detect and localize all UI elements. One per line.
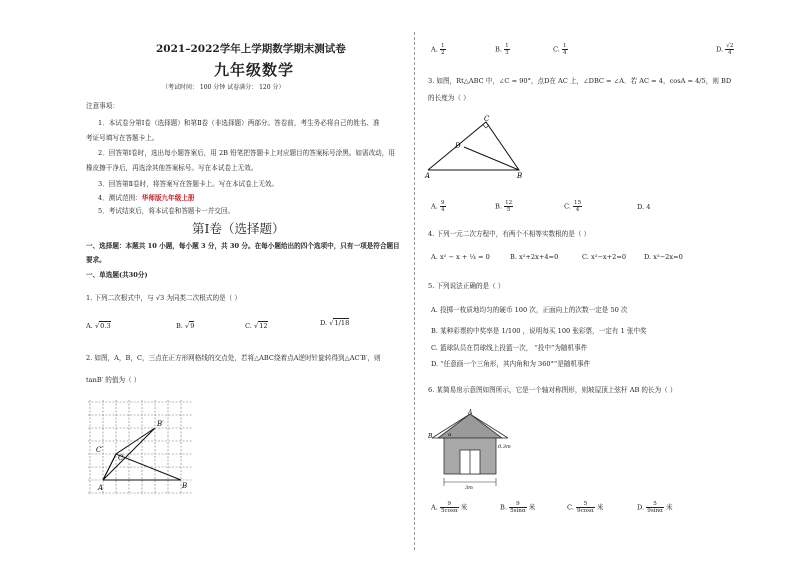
q3-option-a [431,200,446,213]
q3-stem-line2: 的长度为（ ） [428,94,470,102]
q2-option-a [431,43,446,56]
option-letter: B. [495,202,502,211]
section-instruction: 一、选择题：本题共 10 小题，每小题 3 分，共 30 分。在每小题给出的四个选项中，只有一项是符合题目 [86,242,400,250]
numerator: 5 [646,501,664,508]
q5-stem: 5. 下列说法正确的是（ ） [428,282,505,290]
numerator: 12 [505,200,513,206]
note-line-scope [98,192,195,202]
numerator: √2 [726,43,734,49]
option-letter: C. [564,202,571,211]
numerator: 1 [563,43,567,49]
denominator: 4 [440,207,445,213]
denominator: 2 [440,50,445,56]
q3-stem-line1: 3. 如图，Rt△ABC 中，∠C = 90°，点D在 AC 上，∠DBC = ∠A．若 AC = 4，cosA = 4/5，则 BD [428,77,732,85]
option-letter: C. [567,503,574,512]
q6-option-c [567,501,603,514]
numerator: 9 [509,501,527,508]
note-line: 2．回答第Ⅰ卷时，选出每小题答案后，用 2B 铅笔把答题卡上对应题目的答案标号涂黑。如需改动，用 [98,149,395,157]
q4-stem: 4. 下列一元二次方程中，有两个不相等实数根的是（ ） [428,230,591,238]
q3-option-d: D. 4 [637,203,651,211]
denominator: 5cosα [440,508,458,514]
denominator: 4 [728,50,732,56]
label-b: B [428,433,433,440]
numerator: 1 [440,43,445,49]
q3-option-c [564,200,582,213]
q1-stem: 1. 下列二次根式中，与 √3 为同类二次根式的是（ ） [86,294,241,302]
q2-grid-figure [86,398,196,498]
option-letter: A. [86,322,93,330]
option-value: 1/18 [334,319,350,327]
note-line: 1．本试卷分第Ⅰ卷（选择题）和第Ⅱ卷（非选择题）两部分。答卷前，考生务必将自己的姓名、准 [98,119,380,127]
denominator: 4 [563,50,567,56]
option-letter: D. [637,503,645,512]
q3-triangle-figure [424,114,534,180]
q2-option-b [495,43,510,56]
numerator: 15 [574,200,582,206]
label-d: D [455,142,461,150]
option-letter: C. [245,322,252,330]
numerator: 9 [440,501,459,508]
section-instruction: 要求。 [86,256,106,264]
option-letter: C. [553,45,560,54]
q2-option-c [553,43,568,56]
denominator: 9cosα [577,508,594,514]
note-line: 橡皮擦干净后，再选涂其他答案标号。写在本试卷上无效。 [86,164,258,172]
scope-label: 4．测试范围： [98,194,142,202]
q6-option-d [637,501,673,514]
section-subhead: 一、单选题(共30分) [86,271,148,279]
option-letter: A. [431,503,438,512]
denominator: 5 [506,207,511,213]
exam-subtitle: 九年级数学 [214,61,295,79]
notes-heading: 注意事项： [86,102,119,110]
label-b: B [517,172,523,180]
option-letter: B. [500,503,507,512]
option-letter: A. [431,202,438,211]
q1-option-b: B. √9 [176,322,195,330]
denominator: 9sinα [647,508,663,514]
unit: 米 [460,503,468,512]
unit: 米 [528,503,536,512]
q1-option-a: A. √0.3 [86,322,111,330]
label-c: C [118,454,124,462]
q6-house-figure [428,408,524,490]
label-c: C [484,115,490,123]
triangle-lines [428,122,519,170]
unit: 米 [665,503,673,512]
option-letter: A. [431,45,438,54]
label-alpha: α [448,432,452,438]
label-eave: 0.3m [498,444,511,450]
center-fold-line [414,32,415,550]
q3-option-b [495,200,513,213]
denominator: 4 [575,207,580,213]
option-value: 12 [259,322,268,330]
label-b-prime: B′ [157,420,164,428]
q1-option-d: D. √1/18 [320,319,350,327]
option-letter: B. [495,45,502,54]
q4-option-d: D. x²−2x=0 [644,253,683,261]
exam-title: 2021–2022学年上学期数学期末测试卷 [156,43,346,55]
unit: 米 [596,503,604,512]
scope-value: 华师版九年级上册 [141,194,195,202]
q6-option-b [500,501,535,514]
note-line: 5．考试结束后，将本试卷和答题卡一并交回。 [98,207,235,215]
numerator: 9 [440,200,445,206]
label-c-prime: C′ [96,446,103,454]
q5-option-c: C. 篮球队员在罚球线上投篮一次， “投中”为随机事件 [431,344,588,352]
label-a: A [98,484,104,492]
q2-stem-line1: 2. 如图，A，B，C，三点在正方形网格线的交点处，若将△ABC绕着点A逆时针旋转得到△AC′B′，则 [86,354,381,362]
note-line: 考证号填写在答题卡上。 [86,134,159,142]
q6-option-a [431,501,467,514]
numerator: 1 [505,43,509,49]
q2-option-d [716,43,734,56]
numerator: 5 [576,501,595,508]
option-value: 0.3 [100,322,111,330]
q4-option-c: C. x²−x+2=0 [582,253,627,261]
q4-option-a: A. x² − x + ¼ = 0 [431,253,490,261]
q4-option-b: B. x²+2x+4=0 [510,253,559,261]
q5-option-a: A. 投掷一枚质地均匀的硬币 100 次，正面向上的次数一定是 50 次 [431,306,628,314]
label-a: A [468,409,473,416]
q5-option-d: D. “任意画一个三角形，其内角和为 360°”是随机事件 [431,360,591,368]
grid-lines [88,400,192,495]
label-b: B [182,482,188,490]
section-title: 第Ⅰ卷（选择题） [192,221,285,236]
denominator: 5sinα [510,508,526,514]
q5-option-b: B. 某种彩票的中奖率是 1/100 ，说明每买 100 张彩票，一定有 1 张中奖 [431,327,647,335]
q2-stem-line2: tanB′ 的值为（ ） [86,376,141,384]
option-letter: D. [320,319,328,327]
label-width: 3m [465,485,473,490]
label-a: A [425,172,431,180]
option-value: 9 [190,322,195,330]
option-letter: D. [716,45,724,54]
denominator: 3 [505,50,509,56]
note-line: 3．回答第Ⅱ卷时，将答案写在答题卡上。写在本试卷上无效。 [98,180,279,188]
option-letter: B. [176,322,183,330]
q1-option-c: C. √12 [245,322,268,330]
q6-stem: 6. 某简易房示意图如图所示，它是一个轴对称图形，则坡屋顶上弦杆 AB 的长为（ ） [428,386,677,394]
exam-info: （考试时间： 100 分钟 试卷满分： 120 分） [162,84,285,91]
